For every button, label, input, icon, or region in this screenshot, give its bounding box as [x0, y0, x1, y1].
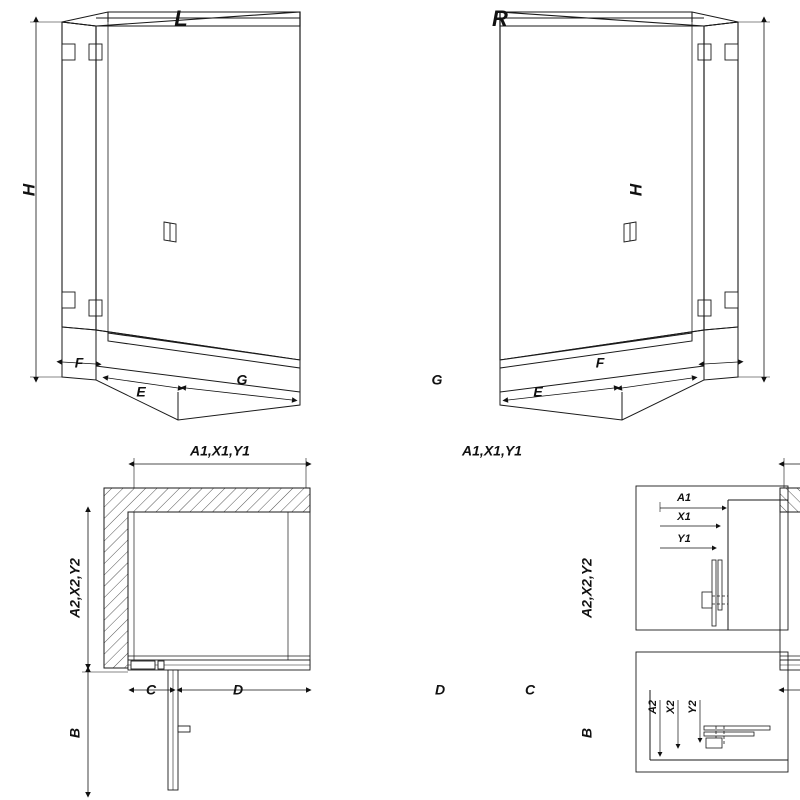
label-e-right: E: [533, 383, 543, 400]
view-top-right: [500, 12, 770, 420]
label-detail-a2: A2: [646, 699, 659, 715]
label-g-left: G: [236, 371, 248, 388]
view-top-left: [30, 12, 300, 420]
label-plan-right-side-dim: A2,X2,Y2: [578, 558, 595, 618]
view-plan-right: [780, 458, 800, 792]
detail-top: [636, 486, 788, 630]
label-f-left: F: [74, 354, 84, 371]
label-f-right: F: [595, 354, 605, 371]
label-plan-right-c: C: [524, 681, 536, 698]
label-plan-right-top-dim: A1,X1,Y1: [462, 442, 522, 459]
label-height-left: H: [19, 183, 39, 197]
label-plan-left-c: C: [145, 681, 157, 698]
label-detail-x1: X1: [677, 510, 691, 523]
label-plan-right-d: D: [434, 681, 446, 698]
label-plan-left-top-dim: A1,X1,Y1: [190, 442, 250, 459]
label-plan-left-d: D: [232, 681, 244, 698]
label-handing-left: L: [174, 5, 188, 31]
label-plan-left-side-dim: A2,X2,Y2: [66, 558, 83, 618]
label-plan-right-b: B: [578, 727, 595, 739]
label-height-right: H: [626, 183, 646, 197]
label-detail-x2: X2: [664, 700, 677, 714]
label-detail-a1: A1: [676, 491, 692, 504]
view-plan-left: [82, 458, 310, 792]
label-detail-y1: Y1: [677, 532, 691, 545]
label-e-left: E: [136, 383, 146, 400]
label-plan-left-b: B: [66, 727, 83, 739]
label-g-right: G: [431, 371, 443, 388]
label-detail-y2: Y2: [686, 700, 699, 714]
label-handing-right: R: [492, 5, 508, 31]
